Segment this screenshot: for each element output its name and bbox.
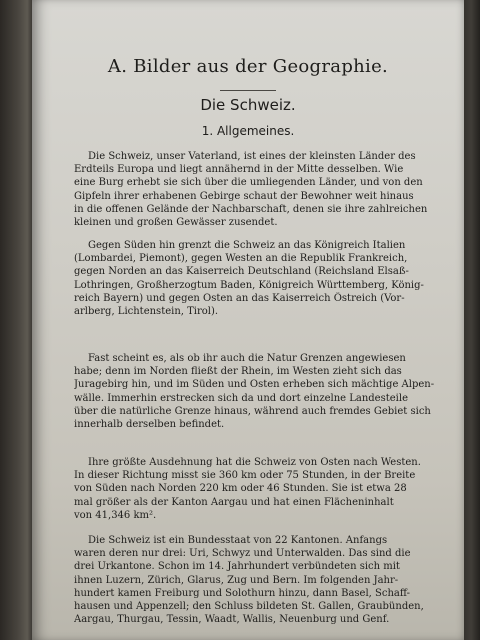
text-line: hundert kamen Freiburg und Solothurn hinzu, dann Basel, Schaff- bbox=[74, 587, 411, 599]
text-line: Die Schweiz, unser Vaterland, ist eines der kleinsten Länder des bbox=[88, 151, 416, 162]
text-line: Ihre größte Ausdehnung hat die Schweiz von Osten nach Westen. bbox=[88, 457, 421, 468]
text-line: Fast scheint es, als ob ihr auch die Natur Grenzen angewiesen bbox=[88, 353, 406, 364]
text-line: Die Schweiz ist ein Bundesstaat von 22 Kantonen. Anfangs bbox=[88, 535, 388, 546]
paragraph-1 bbox=[74, 150, 450, 229]
text-line: Juragebirg hin, und im Süden und Osten erheben sich mächtige Alpen- bbox=[74, 379, 435, 391]
text-line: habe; denn im Norden fließt der Rhein, im Westen zieht sich das bbox=[74, 366, 402, 378]
paragraph-3 bbox=[74, 352, 450, 431]
paragraph-5 bbox=[74, 534, 450, 626]
chapter-heading: A. Bilder aus der Geographie. bbox=[107, 56, 389, 77]
text-line: eine Burg erhebt sie sich über die umliegenden Länder, und von den bbox=[74, 177, 423, 189]
text-line: von Süden nach Norden 220 km oder 46 Stunden. Sie ist etwa 28 bbox=[74, 483, 407, 495]
text-line: In dieser Richtung misst sie 360 km oder 75 Stunden, in der Breite bbox=[74, 470, 416, 482]
book-page bbox=[32, 0, 464, 640]
text-line: wälle. Immerhin erstrecken sich da und dort einzelne Landesteile bbox=[74, 392, 408, 404]
text-line: (Lombardei, Piemont), gegen Westen an die Republik Frankreich, bbox=[74, 253, 408, 265]
text-line: Gegen Süden hin grenzt die Schweiz an das Königreich Italien bbox=[88, 240, 406, 251]
text-line: Lothringen, Großherzogtum Baden, Königreich Württemberg, König- bbox=[74, 279, 424, 291]
text-line: Aargau, Thurgau, Tessin, Waadt, Wallis, Neuenburg und Genf. bbox=[74, 614, 390, 626]
text-line: gegen Norden an das Kaiserreich Deutschland (Reichsland Elsaß- bbox=[74, 266, 409, 278]
text-line: kleinen und großen Gewässer zusendet. bbox=[74, 217, 278, 229]
text-line: von 41,346 km². bbox=[74, 509, 157, 521]
paragraph-2 bbox=[74, 239, 450, 318]
text-line: Gipfeln ihrer erhabenen Gebirge schaut der Bewohner weit hinaus bbox=[74, 190, 414, 202]
text-line: ihnen Luzern, Zürich, Glarus, Zug und Bern. Im folgenden Jahr- bbox=[74, 574, 399, 586]
text-line: drei Urkantone. Schon im 14. Jahrhundert verbündeten sich mit bbox=[74, 561, 400, 573]
text-line: mal größer als der Kanton Aargau und hat einen Flächeninhalt bbox=[74, 496, 394, 508]
paragraph-4 bbox=[74, 456, 450, 522]
text-line: arlberg, Lichtenstein, Tirol). bbox=[74, 306, 219, 318]
text-line: hausen und Appenzell; den Schluss bildeten St. Gallen, Graubünden, bbox=[74, 601, 424, 613]
text-line: über die natürliche Grenze hinaus, während auch fremdes Gebiet sich bbox=[74, 405, 431, 417]
subsection-heading: 1. Allgemeines. bbox=[201, 124, 295, 138]
section-heading: Die Schweiz. bbox=[200, 96, 296, 114]
text-line: innerhalb derselben befindet. bbox=[74, 419, 225, 431]
text-line: Erdteils Europa und liegt annähernd in der Mitte desselben. Wie bbox=[74, 164, 404, 176]
text-line: waren deren nur drei: Uri, Schwyz und Unterwalden. Das sind die bbox=[74, 548, 411, 560]
book-binding-left bbox=[0, 0, 34, 640]
text-line: reich Bayern) und gegen Osten an das Kaiserreich Östreich (Vor- bbox=[74, 292, 405, 304]
heading-divider bbox=[220, 90, 276, 91]
text-line: in die offenen Gelände der Nachbarschaft, denen sie ihre zahlreichen bbox=[74, 203, 428, 215]
